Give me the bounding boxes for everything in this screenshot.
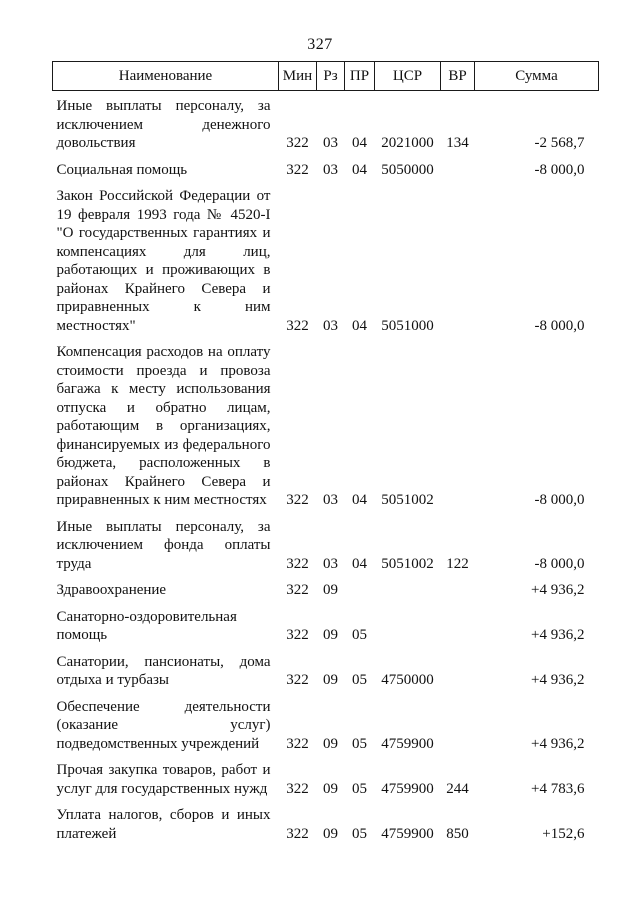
row-csr: 5051002 xyxy=(381,492,434,508)
header-rz: Рз xyxy=(317,62,345,91)
row-sum: +4 936,2 xyxy=(531,627,585,643)
row-name: Санаторно-оздоровительная помощь xyxy=(56,608,237,643)
row-pr: 05 xyxy=(352,627,367,643)
row-vr xyxy=(441,179,475,335)
row-pr: 04 xyxy=(352,555,367,572)
table-row xyxy=(53,645,599,690)
row-vr xyxy=(441,573,475,600)
header-min: Мин xyxy=(279,62,317,91)
row-min: 322 xyxy=(286,627,309,643)
table-body xyxy=(53,91,599,844)
row-rz: 09 xyxy=(323,582,338,598)
row-name: Санатории, пансионаты, дома отдыха и турбазы xyxy=(56,653,271,688)
row-rz: 03 xyxy=(323,555,338,572)
row-csr: 5051002 xyxy=(381,555,434,572)
row-csr: 4759900 xyxy=(381,825,434,842)
table-header xyxy=(53,62,599,91)
row-name: Закон Российской Федерации от 19 февраля 1993 года № 4520-I "О государственных гарантиях и компенсациях для лиц, работающих и проживающих в районах Крайнего Севера и приравненных к ним местностях" xyxy=(56,188,271,334)
row-name: Здравоохранение xyxy=(56,582,167,598)
row-sum: -2 568,7 xyxy=(534,135,585,151)
table-row xyxy=(53,573,599,600)
row-csr: 4759900 xyxy=(381,735,434,752)
row-min: 322 xyxy=(286,317,309,334)
row-rz: 09 xyxy=(323,735,338,752)
row-csr: 5051000 xyxy=(381,317,434,334)
row-pr: 04 xyxy=(352,317,367,334)
row-pr: 04 xyxy=(352,161,367,178)
header-csr: ЦСР xyxy=(375,62,441,91)
row-pr: 04 xyxy=(352,492,367,508)
table-row xyxy=(53,179,599,335)
table-row xyxy=(53,798,599,843)
row-csr xyxy=(375,600,441,645)
row-sum: -8 000,0 xyxy=(534,492,585,508)
budget-table xyxy=(52,61,599,843)
row-csr: 5050000 xyxy=(381,161,434,178)
row-pr xyxy=(345,573,375,600)
row-name: Компенсация расходов на оплату стоимости проезда и провоза багажа к месту использования отпуска и обратно лицам, работающим в организациях, финансируемых из федерального бюджета, расположенных в районах Крайнего Севера и приравненных к ним местностях xyxy=(56,344,271,508)
page-number: 327 xyxy=(307,36,333,53)
row-rz: 03 xyxy=(323,317,338,334)
row-csr: 4750000 xyxy=(381,672,434,688)
row-rz: 09 xyxy=(323,627,338,643)
row-name: Прочая закупка товаров, работ и услуг для государственных нужд xyxy=(56,762,271,797)
row-min: 322 xyxy=(286,161,309,178)
table-row xyxy=(53,753,599,798)
row-vr xyxy=(441,335,475,510)
row-pr: 05 xyxy=(352,825,367,842)
row-vr xyxy=(441,645,475,690)
row-min: 322 xyxy=(286,492,309,508)
row-vr xyxy=(441,600,475,645)
row-min: 322 xyxy=(286,735,309,752)
row-rz: 03 xyxy=(323,135,338,151)
row-pr: 05 xyxy=(352,672,367,688)
row-vr: 122 xyxy=(446,555,469,572)
row-vr: 244 xyxy=(446,780,469,797)
row-pr: 05 xyxy=(352,735,367,752)
table-row xyxy=(53,690,599,754)
row-min: 322 xyxy=(286,555,309,572)
row-sum: +4 936,2 xyxy=(531,735,585,752)
row-rz: 09 xyxy=(323,780,338,797)
row-name: Социальная помощь xyxy=(56,161,188,178)
row-min: 322 xyxy=(286,135,309,151)
header-sum: Сумма xyxy=(475,62,599,91)
header-vr: ВР xyxy=(441,62,475,91)
row-csr: 4759900 xyxy=(381,780,434,797)
row-csr: 2021000 xyxy=(381,135,434,151)
row-vr: 134 xyxy=(446,135,469,151)
table-row xyxy=(53,335,599,510)
header-pr: ПР xyxy=(345,62,375,91)
row-rz: 03 xyxy=(323,492,338,508)
table-row xyxy=(53,510,599,574)
header-row xyxy=(53,62,599,91)
row-min: 322 xyxy=(286,780,309,797)
row-sum: -8 000,0 xyxy=(534,161,585,178)
row-name: Обеспечение деятельности (оказание услуг) подведомственных учреждений xyxy=(56,698,271,752)
row-sum: -8 000,0 xyxy=(534,317,585,334)
row-sum: +152,6 xyxy=(542,825,585,842)
table-row xyxy=(53,153,599,180)
table-row xyxy=(53,91,599,153)
row-min: 322 xyxy=(286,672,309,688)
row-vr: 850 xyxy=(446,825,469,842)
row-pr: 05 xyxy=(352,780,367,797)
row-sum: -8 000,0 xyxy=(534,555,585,572)
row-pr: 04 xyxy=(352,135,367,151)
row-name: Иные выплаты персоналу, за исключением денежного довольствия xyxy=(56,98,271,151)
row-vr xyxy=(441,690,475,754)
row-rz: 09 xyxy=(323,825,338,842)
row-sum: +4 783,6 xyxy=(531,780,585,797)
row-min: 322 xyxy=(286,582,309,598)
row-csr xyxy=(375,573,441,600)
row-sum: +4 936,2 xyxy=(531,672,585,688)
row-min: 322 xyxy=(286,825,309,842)
table-row xyxy=(53,600,599,645)
row-name: Уплата налогов, сборов и иных платежей xyxy=(56,807,271,842)
row-name: Иные выплаты персоналу, за исключением фонда оплаты труда xyxy=(56,518,271,572)
header-name: Наименование xyxy=(53,62,279,91)
row-vr xyxy=(441,153,475,180)
row-rz: 03 xyxy=(323,161,338,178)
row-sum: +4 936,2 xyxy=(531,582,585,598)
row-rz: 09 xyxy=(323,672,338,688)
